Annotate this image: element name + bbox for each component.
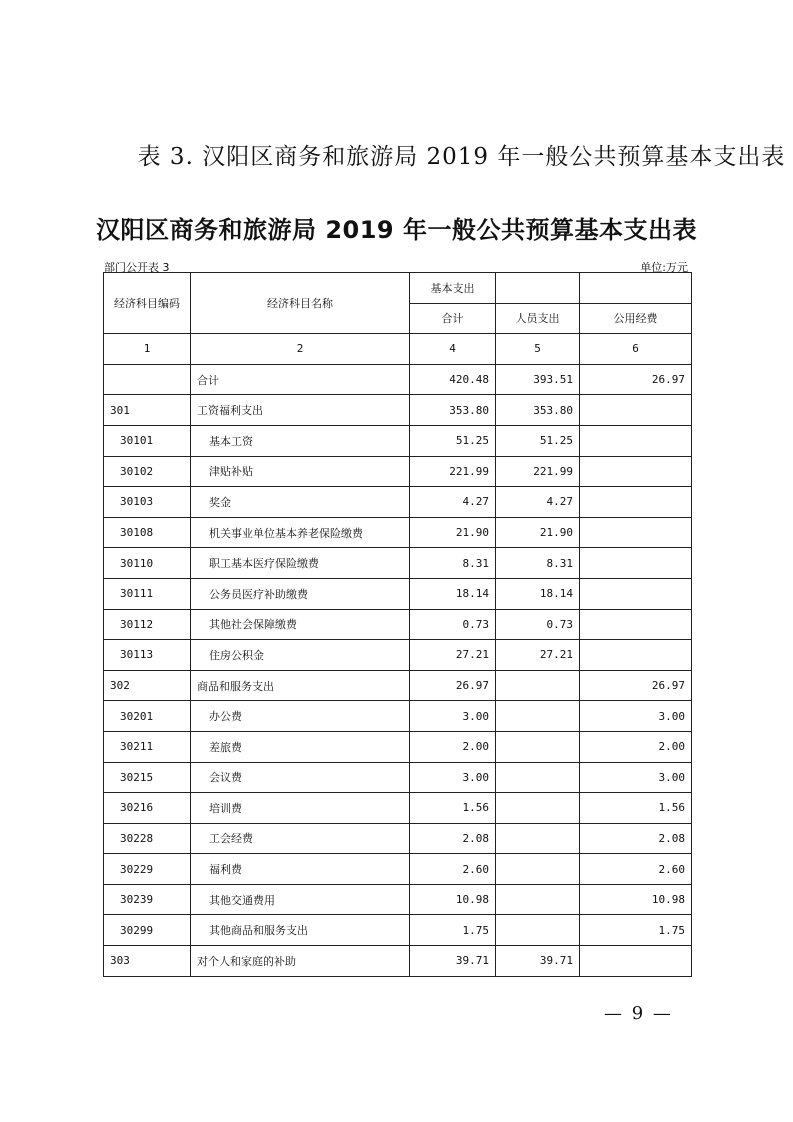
header-blank-cell bbox=[496, 273, 580, 304]
row-name: 其他交通费用 bbox=[191, 884, 410, 915]
table-row bbox=[104, 425, 692, 456]
row-name: 基本工资 bbox=[191, 425, 410, 456]
row-name: 福利费 bbox=[191, 854, 410, 885]
row-public bbox=[580, 548, 692, 579]
row-total: 4.27 bbox=[410, 487, 496, 518]
row-public: 2.60 bbox=[580, 854, 692, 885]
header-row-1 bbox=[104, 273, 692, 304]
row-public bbox=[580, 640, 692, 671]
row-personnel: 393.51 bbox=[496, 364, 580, 395]
row-total: 2.08 bbox=[410, 823, 496, 854]
table-row bbox=[104, 823, 692, 854]
table-row bbox=[104, 578, 692, 609]
table-row bbox=[104, 670, 692, 701]
column-number-row bbox=[104, 334, 692, 365]
row-total: 420.48 bbox=[410, 364, 496, 395]
table-row bbox=[104, 793, 692, 824]
row-code bbox=[104, 364, 191, 395]
row-code: 30112 bbox=[104, 609, 191, 640]
row-name: 办公费 bbox=[191, 701, 410, 732]
row-code: 30113 bbox=[104, 640, 191, 671]
row-code: 30110 bbox=[104, 548, 191, 579]
column-number: 6 bbox=[580, 334, 692, 365]
row-public bbox=[580, 517, 692, 548]
table-row bbox=[104, 395, 692, 426]
row-personnel bbox=[496, 915, 580, 946]
row-total: 1.56 bbox=[410, 793, 496, 824]
header-public: 公用经费 bbox=[580, 303, 692, 334]
table-row bbox=[104, 640, 692, 671]
row-name: 工资福利支出 bbox=[191, 395, 410, 426]
row-public bbox=[580, 395, 692, 426]
row-name: 会议费 bbox=[191, 762, 410, 793]
row-total: 3.00 bbox=[410, 762, 496, 793]
row-name: 职工基本医疗保险缴费 bbox=[191, 548, 410, 579]
row-code: 30239 bbox=[104, 884, 191, 915]
row-code: 30216 bbox=[104, 793, 191, 824]
row-total: 10.98 bbox=[410, 884, 496, 915]
row-personnel bbox=[496, 884, 580, 915]
row-code: 30228 bbox=[104, 823, 191, 854]
row-total: 51.25 bbox=[410, 425, 496, 456]
table-title: 汉阳区商务和旅游局 2019 年一般公共预算基本支出表 bbox=[95, 216, 697, 244]
row-name: 其他商品和服务支出 bbox=[191, 915, 410, 946]
row-total: 2.00 bbox=[410, 731, 496, 762]
row-public: 3.00 bbox=[580, 762, 692, 793]
header-blank-cell bbox=[580, 273, 692, 304]
row-code: 30201 bbox=[104, 701, 191, 732]
row-code: 30102 bbox=[104, 456, 191, 487]
row-total: 353.80 bbox=[410, 395, 496, 426]
row-code: 30215 bbox=[104, 762, 191, 793]
row-personnel bbox=[496, 701, 580, 732]
row-total: 27.21 bbox=[410, 640, 496, 671]
row-name: 机关事业单位基本养老保险缴费 bbox=[191, 517, 410, 548]
row-total: 2.60 bbox=[410, 854, 496, 885]
table-row bbox=[104, 364, 692, 395]
row-personnel: 39.71 bbox=[496, 946, 580, 977]
table-row bbox=[104, 517, 692, 548]
row-public bbox=[580, 946, 692, 977]
column-number: 5 bbox=[496, 334, 580, 365]
row-public: 1.56 bbox=[580, 793, 692, 824]
row-public: 3.00 bbox=[580, 701, 692, 732]
table-row bbox=[104, 762, 692, 793]
row-personnel bbox=[496, 823, 580, 854]
row-public bbox=[580, 578, 692, 609]
row-personnel bbox=[496, 670, 580, 701]
row-total: 26.97 bbox=[410, 670, 496, 701]
row-personnel: 0.73 bbox=[496, 609, 580, 640]
column-number: 2 bbox=[191, 334, 410, 365]
table-row bbox=[104, 731, 692, 762]
document-heading bbox=[0, 138, 793, 171]
row-name: 差旅费 bbox=[191, 731, 410, 762]
row-code: 30229 bbox=[104, 854, 191, 885]
table-row bbox=[104, 915, 692, 946]
table-row bbox=[104, 946, 692, 977]
row-name: 住房公积金 bbox=[191, 640, 410, 671]
budget-table bbox=[103, 272, 692, 977]
row-total: 3.00 bbox=[410, 701, 496, 732]
row-public: 2.00 bbox=[580, 731, 692, 762]
column-number: 4 bbox=[410, 334, 496, 365]
table-body bbox=[104, 364, 692, 976]
row-name: 对个人和家庭的补助 bbox=[191, 946, 410, 977]
table-row bbox=[104, 854, 692, 885]
row-code: 30111 bbox=[104, 578, 191, 609]
row-personnel bbox=[496, 731, 580, 762]
row-total: 21.90 bbox=[410, 517, 496, 548]
row-public bbox=[580, 456, 692, 487]
row-personnel: 27.21 bbox=[496, 640, 580, 671]
header-code: 经济科目编码 bbox=[104, 273, 191, 334]
column-number: 1 bbox=[104, 334, 191, 365]
row-total: 8.31 bbox=[410, 548, 496, 579]
row-code: 30101 bbox=[104, 425, 191, 456]
row-personnel: 18.14 bbox=[496, 578, 580, 609]
table-row bbox=[104, 701, 692, 732]
row-personnel: 21.90 bbox=[496, 517, 580, 548]
row-name: 工会经费 bbox=[191, 823, 410, 854]
row-total: 221.99 bbox=[410, 456, 496, 487]
header-name: 经济科目名称 bbox=[191, 273, 410, 334]
row-total: 39.71 bbox=[410, 946, 496, 977]
row-public: 26.97 bbox=[580, 364, 692, 395]
row-personnel bbox=[496, 793, 580, 824]
row-name: 奖金 bbox=[191, 487, 410, 518]
row-public: 2.08 bbox=[580, 823, 692, 854]
row-public: 10.98 bbox=[580, 884, 692, 915]
table-label: 部门公开表 3 bbox=[104, 261, 170, 274]
row-name: 其他社会保障缴费 bbox=[191, 609, 410, 640]
row-public: 26.97 bbox=[580, 670, 692, 701]
page-number: — 9 — bbox=[604, 1003, 673, 1024]
row-name: 公务员医疗补助缴费 bbox=[191, 578, 410, 609]
row-public: 1.75 bbox=[580, 915, 692, 946]
table-row bbox=[104, 456, 692, 487]
row-total: 1.75 bbox=[410, 915, 496, 946]
header-personnel: 人员支出 bbox=[496, 303, 580, 334]
row-code: 301 bbox=[104, 395, 191, 426]
row-code: 303 bbox=[104, 946, 191, 977]
row-code: 302 bbox=[104, 670, 191, 701]
row-code: 30108 bbox=[104, 517, 191, 548]
row-name: 商品和服务支出 bbox=[191, 670, 410, 701]
row-personnel bbox=[496, 762, 580, 793]
row-total: 18.14 bbox=[410, 578, 496, 609]
header-total: 合计 bbox=[410, 303, 496, 334]
row-personnel bbox=[496, 854, 580, 885]
table-row bbox=[104, 548, 692, 579]
row-personnel: 8.31 bbox=[496, 548, 580, 579]
row-name: 培训费 bbox=[191, 793, 410, 824]
row-public bbox=[580, 487, 692, 518]
row-personnel: 4.27 bbox=[496, 487, 580, 518]
row-public bbox=[580, 609, 692, 640]
row-public bbox=[580, 425, 692, 456]
row-code: 30103 bbox=[104, 487, 191, 518]
row-total: 0.73 bbox=[410, 609, 496, 640]
row-personnel: 353.80 bbox=[496, 395, 580, 426]
row-personnel: 51.25 bbox=[496, 425, 580, 456]
header-basic-expenditure: 基本支出 bbox=[410, 273, 496, 304]
row-code: 30211 bbox=[104, 731, 191, 762]
table-row bbox=[104, 884, 692, 915]
document-heading-text: 表 3. 汉阳区商务和旅游局 2019 年一般公共预算基本支出表 bbox=[137, 144, 786, 170]
table-row bbox=[104, 487, 692, 518]
table-row bbox=[104, 609, 692, 640]
row-personnel: 221.99 bbox=[496, 456, 580, 487]
row-name: 津贴补贴 bbox=[191, 456, 410, 487]
unit-label: 单位:万元 bbox=[640, 261, 688, 274]
row-name: 合计 bbox=[191, 364, 410, 395]
row-code: 30299 bbox=[104, 915, 191, 946]
